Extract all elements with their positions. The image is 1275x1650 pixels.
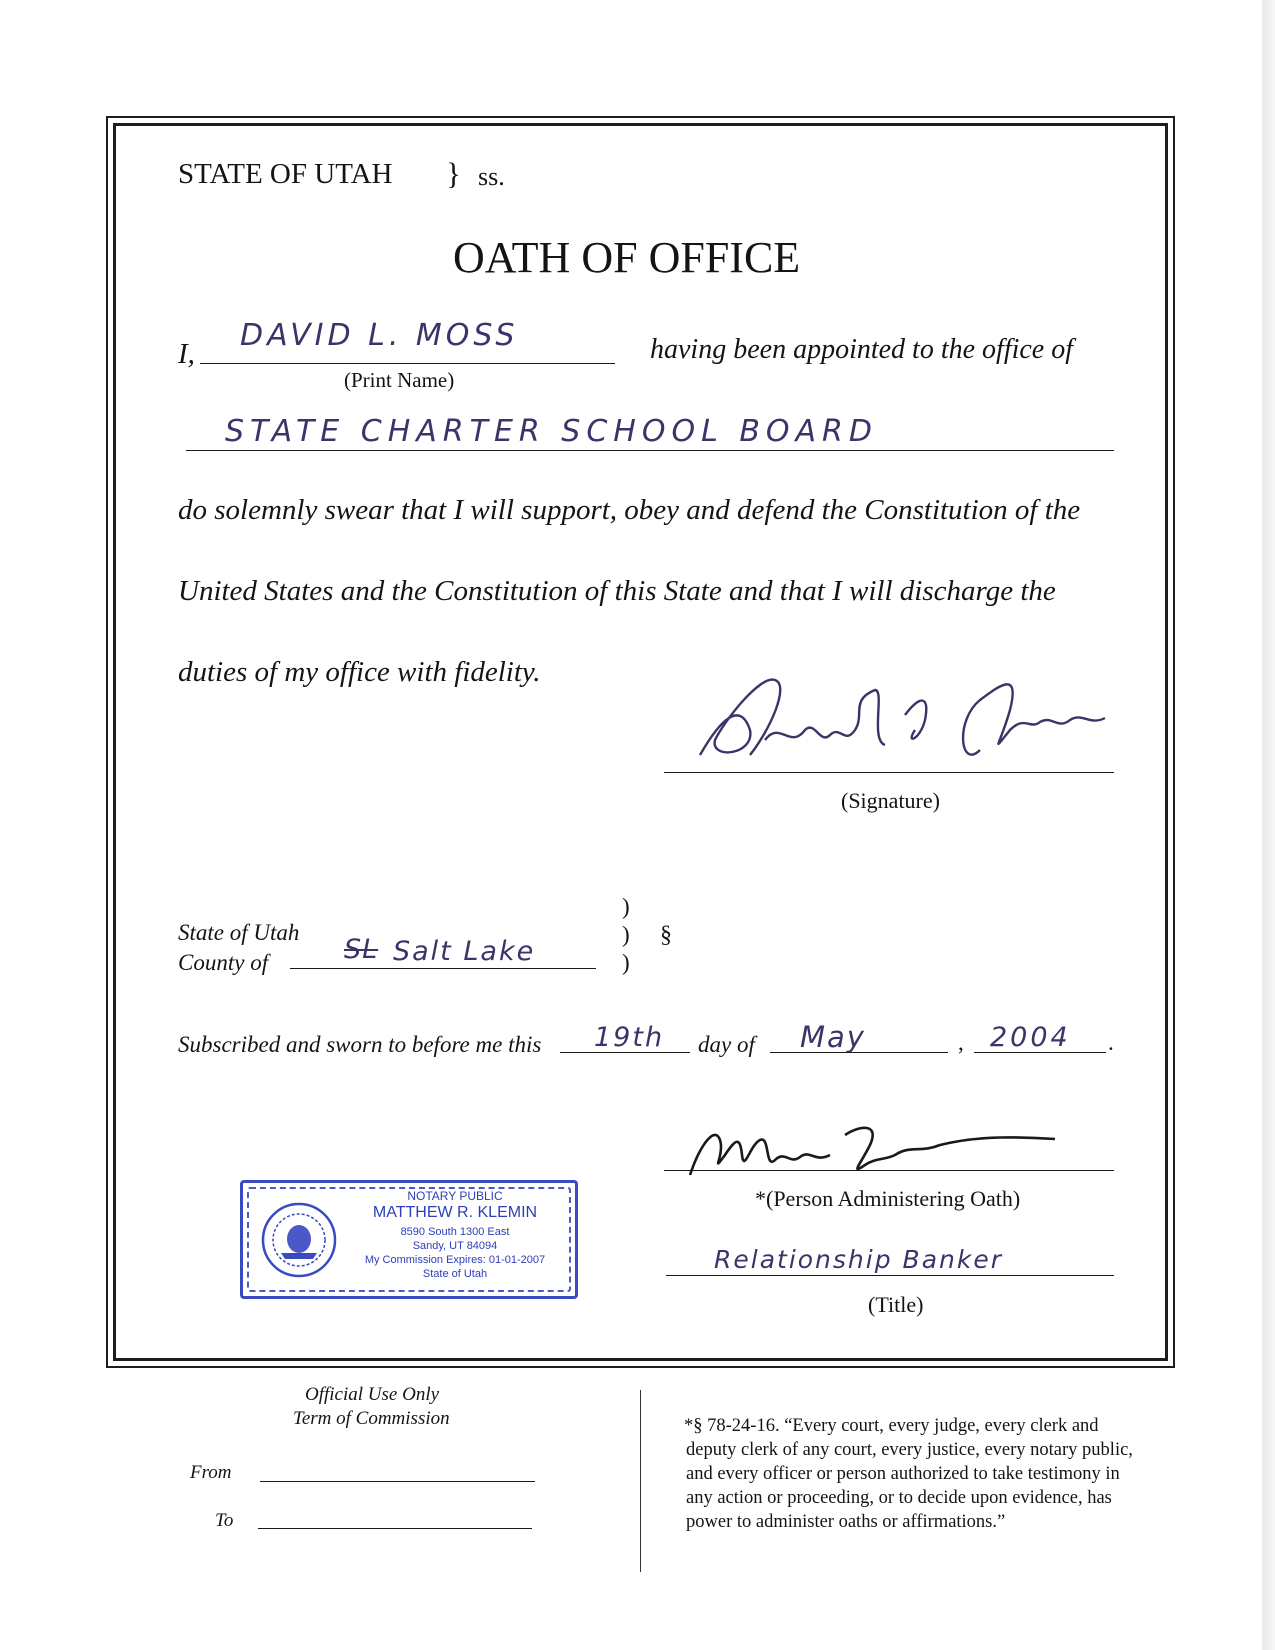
year-underline	[974, 1052, 1106, 1053]
from-label: From	[190, 1462, 232, 1483]
state-heading: STATE OF UTAH	[178, 158, 393, 190]
section-symbol: §	[660, 922, 672, 948]
county-struck-value: SL	[344, 934, 379, 965]
footnote-line-1: *§ 78-24-16. “Every court, every judge, every clerk and	[684, 1416, 1099, 1436]
state-seal-icon	[259, 1195, 339, 1285]
printed-name-value: DAVID L. MOSS	[240, 318, 519, 353]
oath-line-3: duties of my office with fidelity.	[178, 656, 541, 688]
stamp-line-3: 8590 South 1300 East	[400, 1226, 510, 1238]
stamp-line-5: My Commission Expires: 01-01-2007	[364, 1254, 546, 1266]
year-value: 2004	[990, 1022, 1071, 1053]
ss-abbrev: ss.	[478, 162, 505, 191]
administrator-signature	[680, 1115, 1060, 1190]
title-underline	[666, 1275, 1114, 1276]
state-label: State of Utah	[178, 920, 300, 945]
appointed-text: having been appointed to the office of	[650, 334, 1074, 365]
stamp-line-4: Sandy, UT 84094	[412, 1240, 498, 1252]
official-use-subheading: Term of Commission	[293, 1408, 450, 1429]
footer-divider	[640, 1390, 641, 1572]
county-value: Salt Lake	[393, 936, 536, 967]
title-caption: (Title)	[868, 1292, 924, 1317]
brace-glyph: }	[446, 156, 461, 191]
date-period: .	[1108, 1030, 1114, 1055]
footnote-line-2: deputy clerk of any court, every justice, every notary public,	[686, 1440, 1133, 1460]
notary-stamp	[240, 1180, 578, 1299]
day-of-label: day of	[698, 1032, 755, 1057]
name-underline	[200, 363, 615, 364]
month-underline	[770, 1052, 948, 1053]
day-underline	[560, 1052, 690, 1053]
stamp-line-1: NOTARY PUBLIC	[407, 1189, 503, 1203]
oath-line-1: do solemnly swear that I will support, obey and defend the Constitution of the	[178, 494, 1081, 526]
signature-underline	[664, 772, 1114, 773]
footnote-line-4: any action or proceeding, or to decide upon evidence, has	[686, 1488, 1112, 1508]
county-label: County of	[178, 950, 269, 975]
office-value: STATE CHARTER SCHOOL BOARD	[225, 414, 878, 449]
paren-2: )	[622, 922, 630, 947]
month-value: May	[800, 1020, 866, 1054]
paren-3: )	[622, 950, 630, 975]
office-underline	[186, 450, 1114, 451]
administrator-underline	[664, 1170, 1114, 1171]
pronoun-label: I,	[178, 338, 195, 370]
title-value: Relationship Banker	[714, 1245, 1003, 1274]
date-comma: ,	[958, 1030, 964, 1055]
footnote-line-3: and every officer or person authorized to take testimony in	[686, 1464, 1120, 1484]
sworn-prefix: Subscribed and sworn to before me this	[178, 1032, 542, 1057]
official-use-heading: Official Use Only	[305, 1384, 440, 1405]
to-label: To	[215, 1510, 234, 1531]
stamp-line-2: MATTHEW R. KLEMIN	[372, 1204, 538, 1221]
from-underline	[260, 1481, 535, 1482]
print-name-caption: (Print Name)	[344, 368, 455, 392]
to-underline	[258, 1528, 532, 1529]
administrator-caption: *(Person Administering Oath)	[755, 1186, 1021, 1211]
oath-signature	[680, 660, 1140, 790]
page-title: OATH OF OFFICE	[453, 233, 801, 282]
footnote-line-5: power to administer oaths or affirmations.”	[686, 1512, 1006, 1532]
stamp-line-6: State of Utah	[422, 1268, 488, 1280]
day-value: 19th	[594, 1022, 665, 1053]
signature-caption: (Signature)	[841, 788, 940, 813]
paren-1: )	[622, 894, 630, 919]
county-underline	[290, 968, 596, 969]
oath-line-2: United States and the Constitution of this State and that I will discharge the	[178, 575, 1056, 607]
page-edge-shadow	[1262, 0, 1275, 1650]
